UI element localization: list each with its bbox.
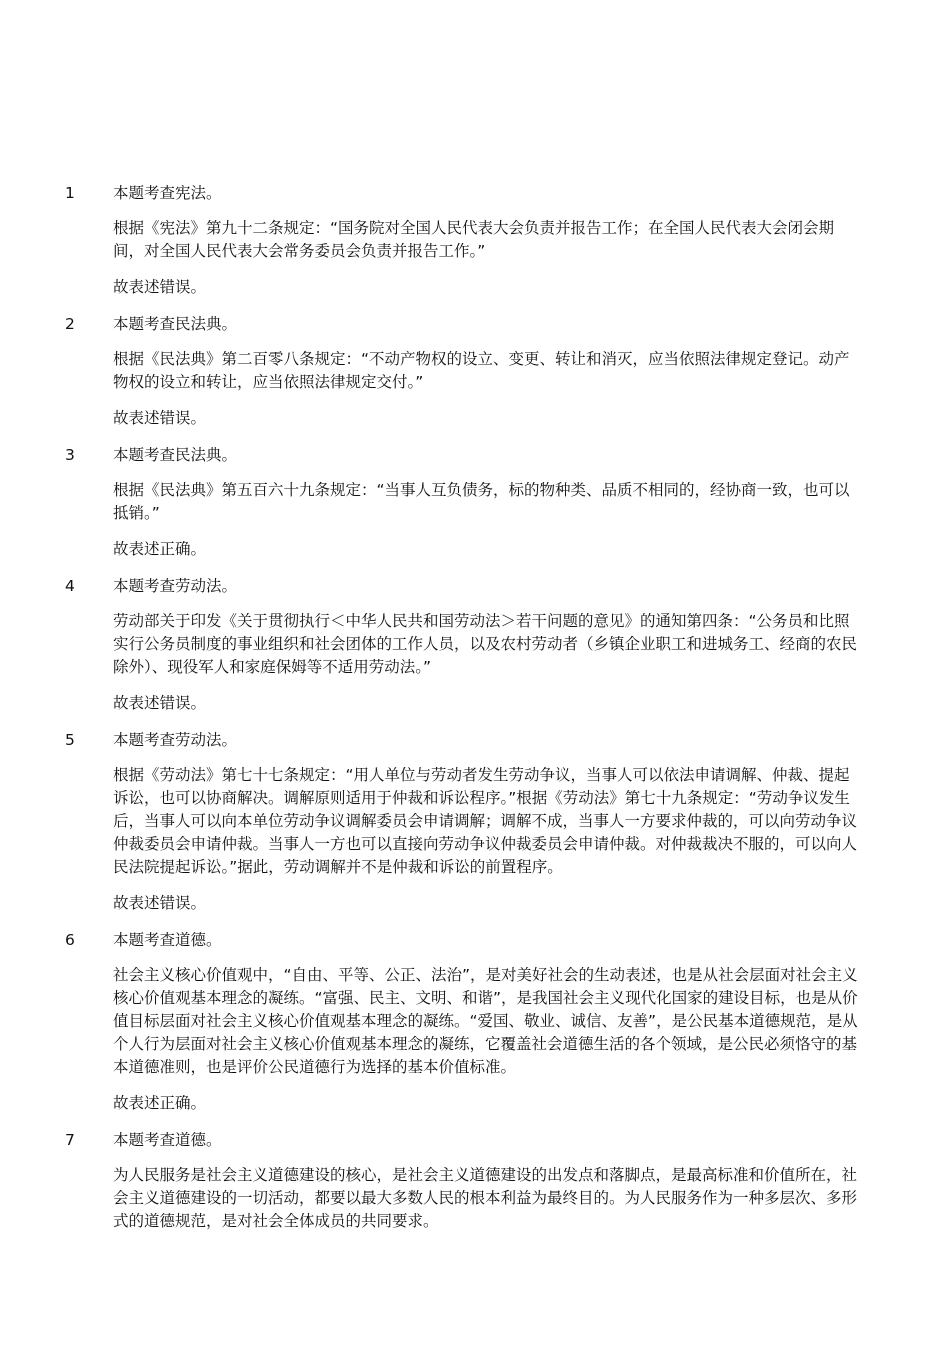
- answer-item-1: [0, 181, 950, 299]
- item-explanation: 社会主义核心价值观中，“自由、平等、公正、法治”，是对美好社会的生动表述，也是从社会层面对社会主义核心价值观基本理念的凝练。“富强、民主、文明、和谐”，是我国社会主义现代化国家的建设目标，也是从价值目标层面对社会主义核心价值观基本理念的凝练。“爱国、敬业、诚信、友善”，是公民基本道德规范，是从个人行为层面对社会主义核心价值观基本理念的凝练，它覆盖社会道德生活的各个领域，是公民必须恪守的基本道德准则，也是评价公民道德行为选择的基本价值标准。: [113, 966, 858, 1076]
- item-number: 4: [65, 577, 75, 595]
- answer-item-2: [0, 312, 950, 430]
- item-topic: 本题考查道德。: [113, 931, 222, 949]
- item-explanation: 根据《宪法》第九十二条规定：“国务院对全国人民代表大会负责并报告工作；在全国人民代表大会闭会期间，对全国人民代表大会常务委员会负责并报告工作。”: [113, 219, 835, 260]
- item-content: [113, 312, 858, 430]
- item-explanation: 为人民服务是社会主义道德建设的核心，是社会主义道德建设的出发点和落脚点，是最高标准和价值所在，社会主义道德建设的一切活动，都要以最大多数人民的根本利益为最终目的。为人民服务作为一种多层次、多形式的道德规范，是对社会全体成员的共同要求。: [113, 1166, 858, 1230]
- item-explanation: 劳动部关于印发《关于贯彻执行＜中华人民共和国劳动法＞若干问题的意见》的通知第四条：“公务员和比照实行公务员制度的事业组织和社会团体的工作人员，以及农村劳动者（乡镇企业职工和进城务工、经商的农民除外）、现役军人和家庭保姆等不适用劳动法。”: [113, 612, 858, 676]
- item-conclusion: 故表述错误。: [113, 409, 207, 427]
- item-explanation: 根据《劳动法》第七十七条规定：“用人单位与劳动者发生劳动争议，当事人可以依法申请调解、仲裁、提起诉讼，也可以协商解决。调解原则适用于仲裁和诉讼程序。”根据《劳动法》第七十九条规定：“劳动争议发生后，当事人可以向本单位劳动争议调解委员会申请调解；调解不成，当事人一方要求仲裁的，可以向劳动争议仲裁委员会申请仲裁。当事人一方也可以直接向劳动争议仲裁委员会申请仲裁。对仲裁裁决不服的，可以向人民法院提起诉讼。”据此，劳动调解并不是仲裁和诉讼的前置程序。: [113, 766, 858, 876]
- item-number: 5: [65, 731, 75, 749]
- item-conclusion: 故表述错误。: [113, 278, 207, 296]
- item-content: [113, 928, 858, 1115]
- answer-item-6: [0, 928, 950, 1115]
- item-topic: 本题考查民法典。: [113, 315, 238, 333]
- answer-item-4: [0, 574, 950, 715]
- item-explanation: 根据《民法典》第二百零八条规定：“不动产物权的设立、变更、转让和消灭，应当依照法律规定登记。动产物权的设立和转让，应当依照法律规定交付。”: [113, 350, 850, 391]
- item-content: [113, 443, 858, 561]
- item-topic: 本题考查道德。: [113, 1131, 222, 1149]
- answer-item-3: [0, 443, 950, 561]
- item-topic: 本题考查劳动法。: [113, 731, 238, 749]
- item-topic: 本题考查民法典。: [113, 446, 238, 464]
- item-topic: 本题考查宪法。: [113, 184, 222, 202]
- answer-list: [0, 181, 950, 1246]
- item-content: [113, 181, 858, 299]
- item-content: [113, 1128, 858, 1233]
- item-number: 2: [65, 315, 75, 333]
- item-number: 3: [65, 446, 75, 464]
- answer-item-7: [0, 1128, 950, 1233]
- item-content: [113, 728, 858, 915]
- item-explanation: 根据《民法典》第五百六十九条规定：“当事人互负债务，标的物种类、品质不相同的，经协商一致，也可以抵销。”: [113, 481, 850, 522]
- item-conclusion: 故表述错误。: [113, 694, 207, 712]
- item-topic: 本题考查劳动法。: [113, 577, 238, 595]
- item-number: 6: [65, 931, 75, 949]
- item-content: [113, 574, 858, 715]
- item-conclusion: 故表述正确。: [113, 1094, 207, 1112]
- item-number: 7: [65, 1131, 75, 1149]
- item-conclusion: 故表述错误。: [113, 894, 207, 912]
- item-conclusion: 故表述正确。: [113, 540, 207, 558]
- answer-item-5: [0, 728, 950, 915]
- item-number: 1: [65, 184, 75, 202]
